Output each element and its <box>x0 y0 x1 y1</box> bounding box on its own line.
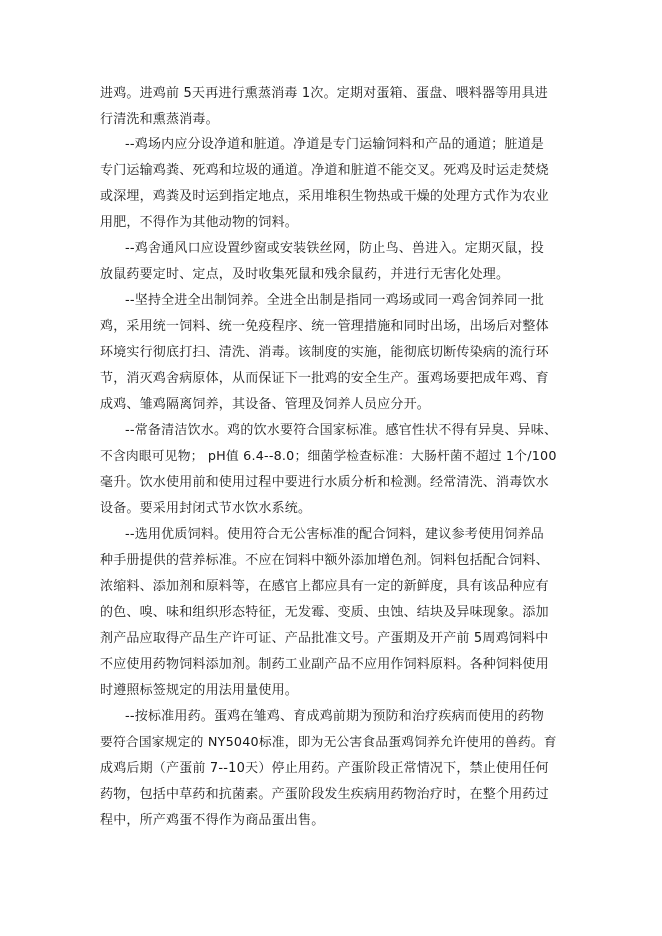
text-line: 不含肉眼可见物； pH值 6.4--8.0；细菌学检查标准：大肠杆菌不超过 1个/100 <box>100 449 557 464</box>
text-line: 用肥，不得作为其他动物的饲料。 <box>100 215 299 230</box>
text-line: 行清洗和熏蒸消毒。 <box>100 112 219 127</box>
text-line: 节，消灭鸡舍病原体，从而保证下一批鸡的安全生产。蛋鸡场要把成年鸡、育 <box>100 371 549 386</box>
paragraph-first-line: --鸡场内应分设净道和脏道。净道是专门运输饲料和产品的通道；脏道是 <box>125 137 544 152</box>
text-line: 浓缩料、添加剂和原料等，在感官上都应具有一定的新鲜度，具有该品种应有 <box>100 579 549 594</box>
paragraph-first-line: --坚持全进全出制饲养。全进全出制是指同一鸡场或同一鸡舍饲养同一批 <box>125 293 544 308</box>
paragraph-first-line: --常备清洁饮水。鸡的饮水要符合国家标准。感官性状不得有异臭、异味、 <box>125 423 558 438</box>
text-line: 或深埋，鸡粪及时运到指定地点，采用堆积生物热或干燥的处理方式作为农业 <box>100 189 549 204</box>
text-line: 时遵照标签规定的用法用量使用。 <box>100 683 299 698</box>
paragraph-first-line: --按标准用药。蛋鸡在雏鸡、育成鸡前期为预防和治疗疾病而使用的药物 <box>125 709 544 724</box>
text-line: 种手册提供的营养标准。不应在饲料中额外添加增色剂。饲料包括配合饲料、 <box>100 553 549 568</box>
text-line: 的色、嗅、味和组织形态特征，无发霉、变质、虫蚀、结块及异味现象。添加 <box>100 605 549 620</box>
text-line: 毫升。饮水使用前和使用过程中要进行水质分析和检测。经常清洗、消毒饮水 <box>100 475 549 490</box>
paragraph-first-line: --选用优质饲料。使用符合无公害标准的配合饲料，建议参考使用饲养品 <box>125 527 544 542</box>
text-line: 鸡，采用统一饲料、统一免疫程序、统一管理措施和同时出场，出场后对整体 <box>100 319 549 334</box>
text-line: 成鸡后期（产蛋前 7--10天）停止用药。产蛋阶段正常情况下，禁止使用任何 <box>100 761 549 776</box>
text-line: 进鸡。进鸡前 5天再进行熏蒸消毒 1次。定期对蛋箱、蛋盘、喂料器等用具进 <box>100 86 549 101</box>
text-line: 程中，所产鸡蛋不得作为商品蛋出售。 <box>100 813 325 828</box>
text-line: 专门运输鸡粪、死鸡和垃圾的通道。净道和脏道不能交叉。死鸡及时运走焚烧 <box>100 163 549 178</box>
text-line: 环境实行彻底打扫、清洗、消毒。该制度的实施，能彻底切断传染病的流行环 <box>100 345 549 360</box>
text-line: 要符合国家规定的 NY5040标准，即为无公害食品蛋鸡饲养允许使用的兽药。育 <box>100 735 557 750</box>
text-line: 药物，包括中草药和抗菌素。产蛋阶段发生疾病用药物治疗时，在整个用药过 <box>100 787 549 802</box>
text-line: 设备。要采用封闭式节水饮水系统。 <box>100 501 312 516</box>
paragraph-first-line: --鸡舍通风口应设置纱窗或安装铁丝网，防止鸟、兽进入。定期灭鼠，投 <box>125 241 544 256</box>
text-line: 放鼠药要定时、定点，及时收集死鼠和残余鼠药，并进行无害化处理。 <box>100 267 510 282</box>
text-line: 成鸡、雏鸡隔离饲养，其设备、管理及饲养人员应分开。 <box>100 397 431 412</box>
text-line: 不应使用药物饲料添加剂。制药工业副产品不应用作饲料原料。各种饲料使用 <box>100 657 549 672</box>
text-line: 剂产品应取得产品生产许可证、产品批准文号。产蛋期及开产前 5周鸡饲料中 <box>100 631 549 646</box>
